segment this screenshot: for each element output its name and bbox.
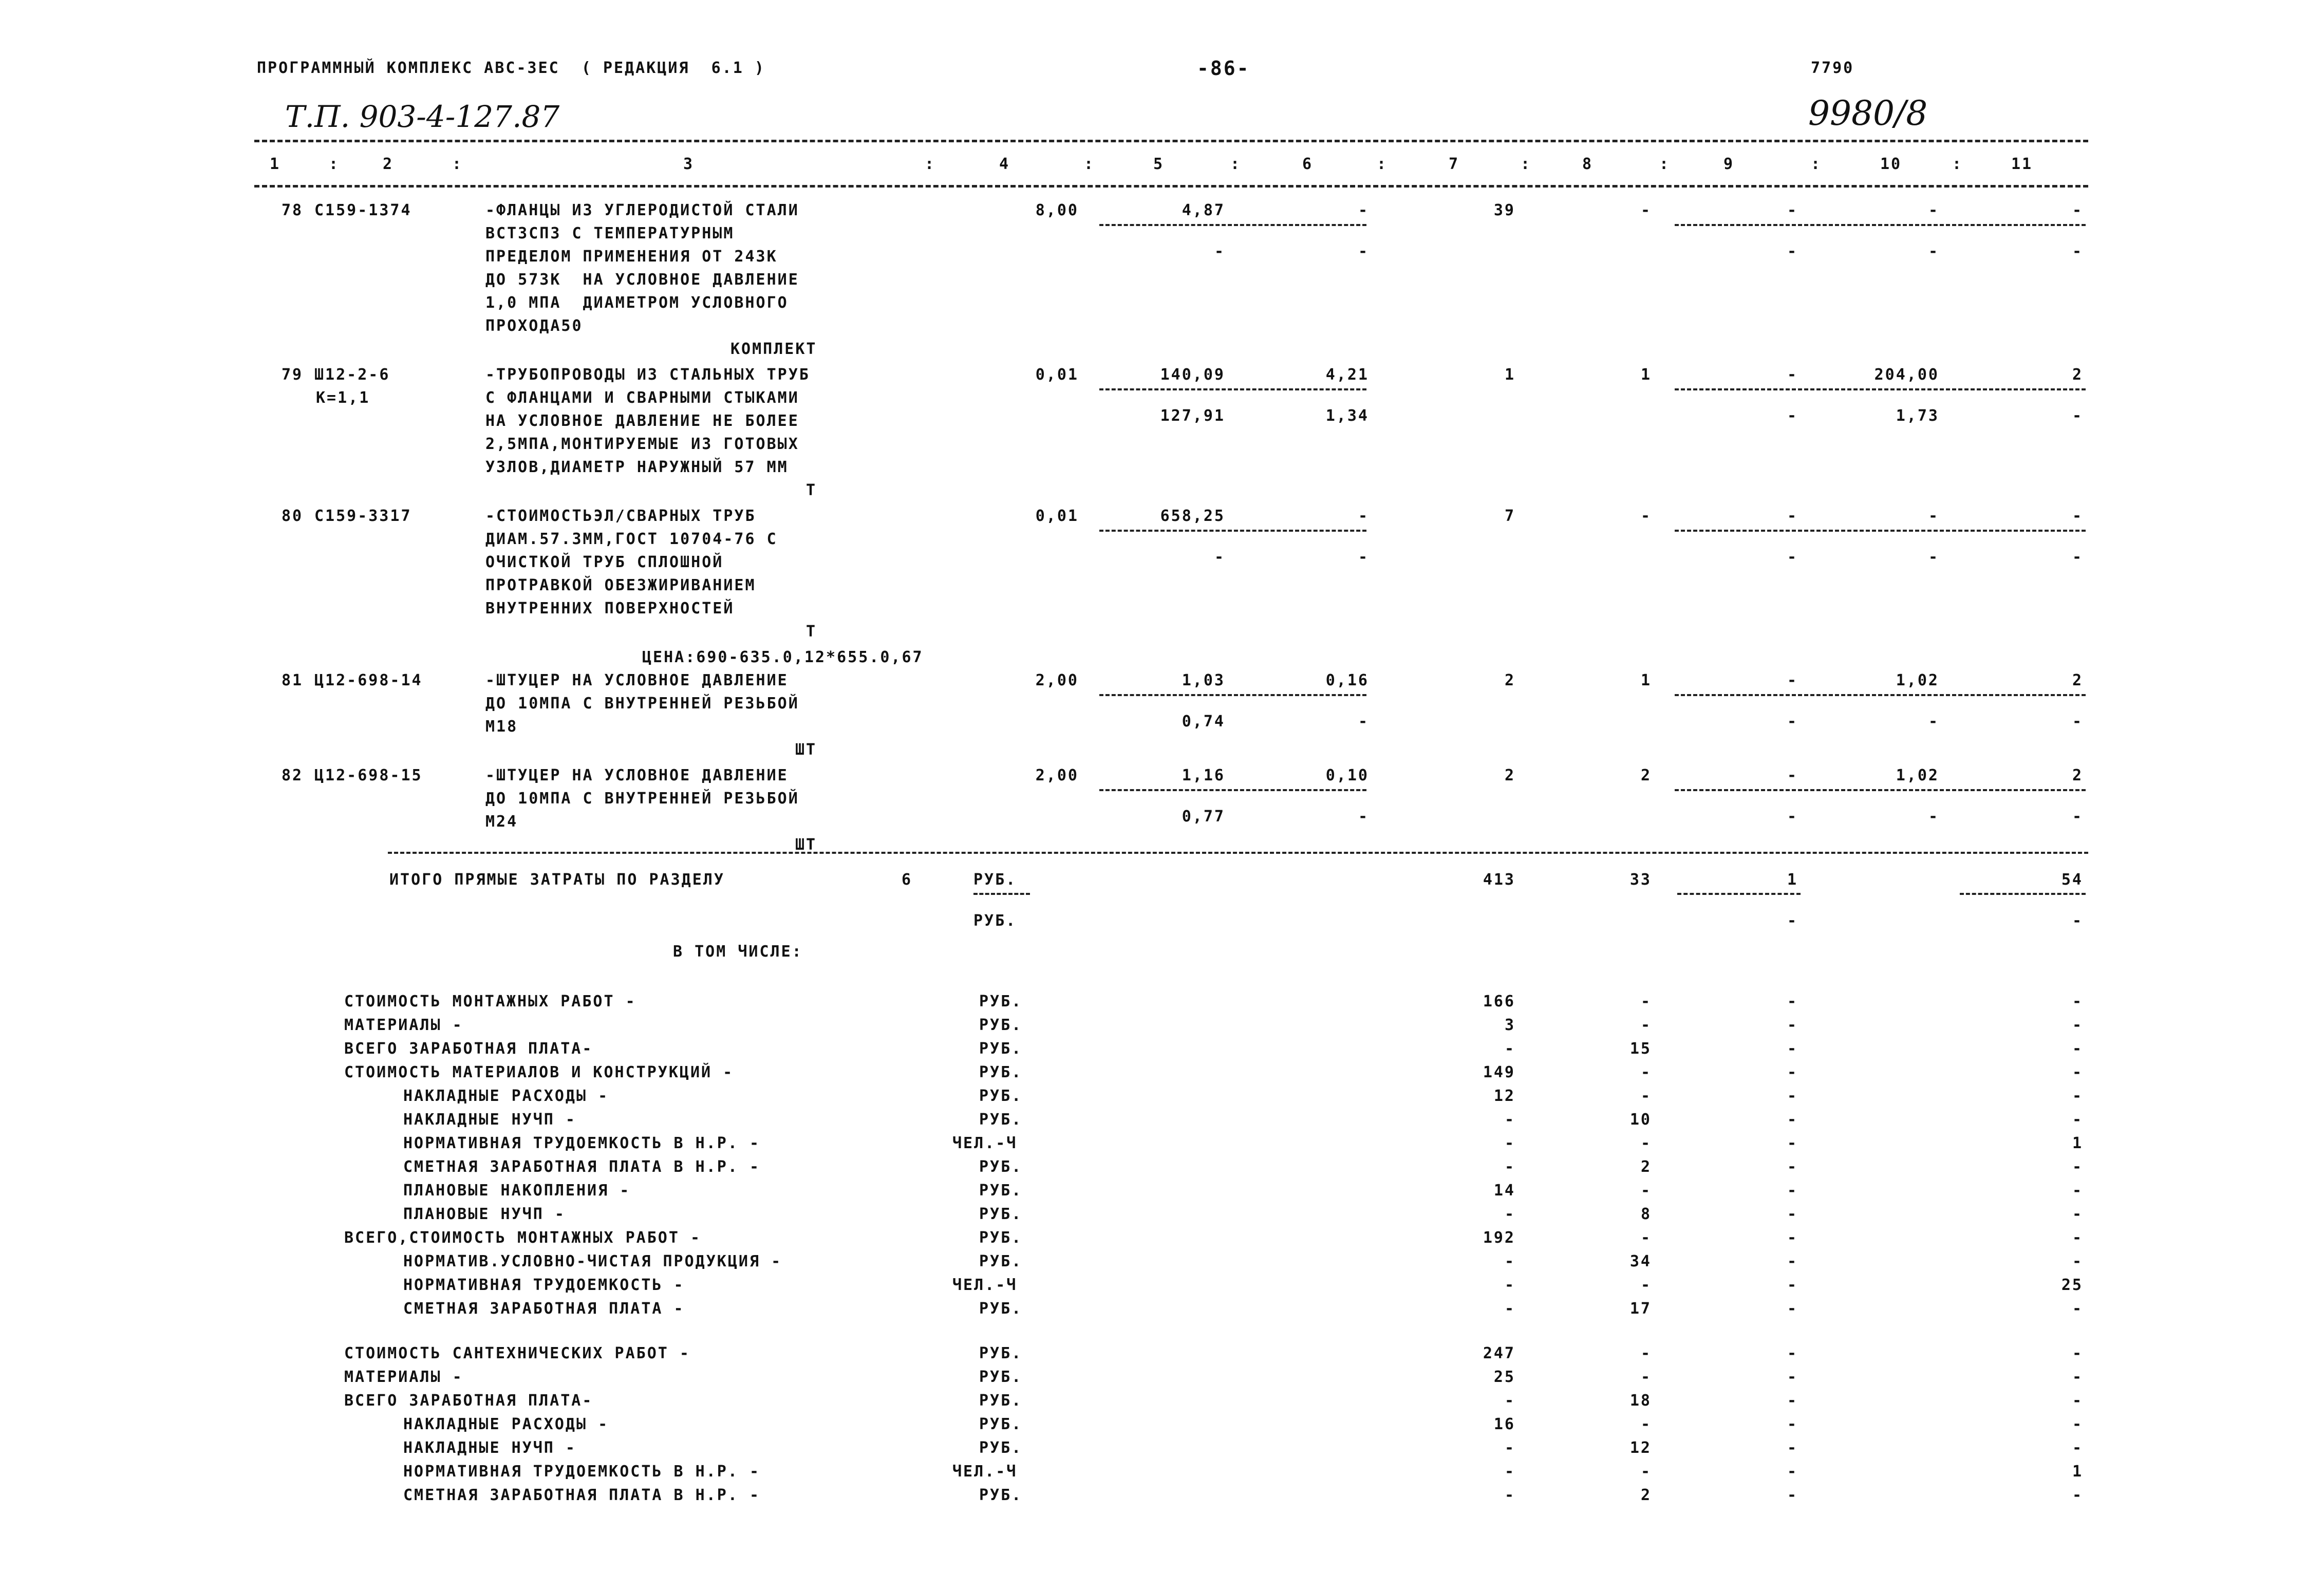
summary-c9: - bbox=[1787, 1344, 1798, 1362]
summary-label: ВСЕГО ЗАРАБОТНАЯ ПЛАТА- bbox=[344, 1040, 593, 1058]
cell-divider-rule bbox=[1675, 789, 2086, 791]
row-code: Ц12-698-14 bbox=[314, 671, 423, 689]
cost-total-cell: 39 bbox=[1493, 201, 1515, 219]
cost-machine-wage-cell: - bbox=[1787, 242, 1798, 260]
summary-unit: РУБ. bbox=[979, 1182, 1023, 1200]
summary-c11: - bbox=[2072, 1016, 2083, 1034]
summary-label: НАКЛАДНЫЕ РАСХОДЫ - bbox=[403, 1087, 609, 1105]
price-machine-wage-cell: - bbox=[1358, 713, 1369, 731]
total-c9: 1 bbox=[1787, 871, 1798, 889]
row-code: С159-1374 bbox=[314, 201, 412, 219]
cost-wage-cell: - bbox=[1640, 201, 1652, 219]
summary-unit: РУБ. bbox=[979, 993, 1023, 1011]
column-separator: : bbox=[1084, 155, 1095, 173]
price-machine-wage-cell: - bbox=[1358, 548, 1369, 566]
price-wage-cell: - bbox=[1358, 201, 1369, 219]
summary-c11: 25 bbox=[2061, 1276, 2083, 1294]
summary-c7: 14 bbox=[1493, 1182, 1515, 1200]
cost-machine-wage-cell: - bbox=[1787, 548, 1798, 566]
summary-unit: РУБ. bbox=[979, 1252, 1023, 1270]
price-machine-cell: - bbox=[1214, 548, 1225, 566]
row-description-line: ОЧИСТКОЙ ТРУБ СПЛОШНОЙ bbox=[485, 553, 724, 571]
summary-unit: РУБ. bbox=[979, 1300, 1023, 1318]
row-unit: ШТ bbox=[795, 741, 817, 759]
summary-label: ПЛАНОВЫЕ НУЧП - bbox=[403, 1205, 566, 1223]
cost-machine-cell: - bbox=[1787, 201, 1798, 219]
summary-c11: - bbox=[2072, 1368, 2083, 1386]
summary-c7: - bbox=[1504, 1486, 1515, 1504]
total-mark: 6 bbox=[902, 871, 913, 889]
summary-c9: - bbox=[1787, 1063, 1798, 1081]
summary-unit: ЧЕЛ.-Ч bbox=[952, 1134, 1018, 1152]
row-description-line: ВСТЗСПЗ С ТЕМПЕРАТУРНЫМ bbox=[485, 225, 735, 242]
qty-cell: 0,01 bbox=[1035, 507, 1079, 525]
column-number-1: 1 bbox=[270, 155, 281, 173]
summary-c8: - bbox=[1640, 1229, 1652, 1247]
column-number-10: 10 bbox=[1880, 155, 1902, 173]
price-wage-cell: 0,16 bbox=[1325, 671, 1369, 689]
summary-c7: 192 bbox=[1483, 1229, 1515, 1247]
labor-cell: - bbox=[1928, 507, 1939, 525]
total-sub-rule bbox=[973, 893, 1030, 895]
column-separator: : bbox=[1521, 155, 1532, 173]
summary-label: НОРМАТИВНАЯ ТРУДОЕМКОСТЬ В Н.Р. - bbox=[403, 1463, 761, 1481]
summary-c7: 25 bbox=[1493, 1368, 1515, 1386]
total-c8: 33 bbox=[1629, 871, 1652, 889]
summary-label: МАТЕРИАЛЫ - bbox=[344, 1368, 463, 1386]
cell-divider-rule bbox=[1099, 530, 1366, 532]
price-total-cell: 1,03 bbox=[1182, 671, 1225, 689]
labor-machine-total-cell: - bbox=[2072, 548, 2083, 566]
summary-c11: - bbox=[2072, 1415, 2083, 1433]
summary-c8: - bbox=[1640, 993, 1652, 1011]
summary-c11: - bbox=[2072, 1486, 2083, 1504]
summary-label: НОРМАТИВ.УСЛОВНО-ЧИСТАЯ ПРОДУКЦИЯ - bbox=[403, 1252, 782, 1270]
summary-c7: - bbox=[1504, 1134, 1515, 1152]
doc-number: 9980/8 bbox=[1808, 93, 1928, 133]
summary-c9: - bbox=[1787, 1368, 1798, 1386]
row-description-line: -ШТУЦЕР НА УСЛОВНОЕ ДАВЛЕНИЕ bbox=[485, 766, 789, 784]
labor-machine-cell: - bbox=[1928, 548, 1939, 566]
summary-c8: 12 bbox=[1629, 1439, 1652, 1457]
summary-label: СТОИМОСТЬ МОНТАЖНЫХ РАБОТ - bbox=[344, 993, 636, 1011]
summary-c8: - bbox=[1640, 1182, 1652, 1200]
price-machine-wage-cell: - bbox=[1358, 242, 1369, 260]
summary-label: ВСЕГО,СТОИМОСТЬ МОНТАЖНЫХ РАБОТ - bbox=[344, 1229, 702, 1247]
summary-c11: - bbox=[2072, 1300, 2083, 1318]
summary-label: НАКЛАДНЫЕ НУЧП - bbox=[403, 1111, 576, 1129]
summary-c8: - bbox=[1640, 1368, 1652, 1386]
price-total-cell: 140,09 bbox=[1160, 366, 1225, 384]
cell-divider-rule bbox=[1099, 388, 1366, 390]
summary-c7: 247 bbox=[1483, 1344, 1515, 1362]
summary-c7: - bbox=[1504, 1252, 1515, 1270]
summary-c9: - bbox=[1787, 1016, 1798, 1034]
summary-c9: - bbox=[1787, 1439, 1798, 1457]
summary-c11: - bbox=[2072, 1182, 2083, 1200]
summary-c9: - bbox=[1787, 1040, 1798, 1058]
summary-unit: РУБ. bbox=[979, 1111, 1023, 1129]
summary-c11: - bbox=[2072, 1111, 2083, 1129]
labor-machine-total-cell: - bbox=[2072, 713, 2083, 731]
summary-unit: ЧЕЛ.-Ч bbox=[952, 1463, 1018, 1481]
total-c11-sub: - bbox=[2072, 912, 2083, 930]
summary-c9: - bbox=[1787, 1134, 1798, 1152]
summary-c7: - bbox=[1504, 1392, 1515, 1410]
summary-c9: - bbox=[1787, 1463, 1798, 1481]
price-note: ЦЕНА:690-635.0,12*655.0,67 bbox=[642, 648, 924, 666]
column-separator: : bbox=[1230, 155, 1242, 173]
column-number-5: 5 bbox=[1153, 155, 1165, 173]
summary-c9: - bbox=[1787, 1205, 1798, 1223]
summary-label: НАКЛАДНЫЕ РАСХОДЫ - bbox=[403, 1415, 609, 1433]
labor-total-cell: - bbox=[2072, 507, 2083, 525]
row-description-line: ДО 10МПА С ВНУТРЕННЕЙ РЕЗЬБОЙ bbox=[485, 695, 799, 713]
summary-unit: РУБ. bbox=[979, 1063, 1023, 1081]
total-unit-2: РУБ. bbox=[973, 912, 1017, 930]
row-description-line: ПРОХОДА50 bbox=[485, 317, 583, 335]
summary-c11: 1 bbox=[2072, 1463, 2083, 1481]
cost-machine-cell: - bbox=[1787, 507, 1798, 525]
cost-wage-cell: 2 bbox=[1640, 766, 1652, 784]
row-description-line: М18 bbox=[485, 718, 518, 736]
price-machine-cell: 0,77 bbox=[1182, 808, 1225, 826]
summary-unit: РУБ. bbox=[979, 1415, 1023, 1433]
summary-c7: - bbox=[1504, 1205, 1515, 1223]
column-number-6: 6 bbox=[1302, 155, 1314, 173]
row-number: 82 bbox=[282, 766, 304, 784]
summary-unit: РУБ. bbox=[979, 1040, 1023, 1058]
summary-c7: - bbox=[1504, 1463, 1515, 1481]
labor-machine-total-cell: - bbox=[2072, 407, 2083, 425]
qty-cell: 2,00 bbox=[1035, 766, 1079, 784]
including-label: В ТОМ ЧИСЛЕ: bbox=[673, 943, 803, 961]
summary-c11: - bbox=[2072, 1063, 2083, 1081]
summary-c7: 12 bbox=[1493, 1087, 1515, 1105]
column-separator: : bbox=[1659, 155, 1671, 173]
row-description-line: -ШТУЦЕР НА УСЛОВНОЕ ДАВЛЕНИЕ bbox=[485, 671, 789, 689]
doc-code: 7790 bbox=[1811, 59, 1854, 77]
price-machine-cell: - bbox=[1214, 242, 1225, 260]
labor-machine-total-cell: - bbox=[2072, 242, 2083, 260]
row-number: 81 bbox=[282, 671, 304, 689]
summary-label: МАТЕРИАЛЫ - bbox=[344, 1016, 463, 1034]
summary-c9: - bbox=[1787, 1182, 1798, 1200]
cell-divider-rule bbox=[1675, 530, 2086, 532]
summary-c11: - bbox=[2072, 1087, 2083, 1105]
labor-cell: 204,00 bbox=[1874, 366, 1939, 384]
column-separator: : bbox=[452, 155, 463, 173]
labor-cell: 1,02 bbox=[1896, 766, 1939, 784]
summary-c8: 18 bbox=[1629, 1392, 1652, 1410]
summary-unit: РУБ. bbox=[979, 1344, 1023, 1362]
cell-divider-rule bbox=[1675, 224, 2086, 226]
summary-c8: 34 bbox=[1629, 1252, 1652, 1270]
row-coefficient: К=1,1 bbox=[316, 389, 370, 407]
cost-machine-cell: - bbox=[1787, 366, 1798, 384]
summary-c9: - bbox=[1787, 1392, 1798, 1410]
summary-c11: - bbox=[2072, 1158, 2083, 1176]
total-rule bbox=[388, 852, 2088, 854]
summary-c9: - bbox=[1787, 1300, 1798, 1318]
total-c7: 413 bbox=[1483, 871, 1515, 889]
row-description-line: ПРЕДЕЛОМ ПРИМЕНЕНИЯ ОТ 243К bbox=[485, 248, 778, 266]
summary-label: СМЕТНАЯ ЗАРАБОТНАЯ ПЛАТА - bbox=[403, 1300, 685, 1318]
row-unit: КОМПЛЕКТ bbox=[730, 340, 817, 358]
tp-number: Т.П. 903-4-127.87 bbox=[285, 99, 560, 134]
cell-divider-rule bbox=[1675, 694, 2086, 696]
column-separator: : bbox=[1952, 155, 1963, 173]
summary-c9: - bbox=[1787, 1158, 1798, 1176]
cost-machine-wage-cell: - bbox=[1787, 808, 1798, 826]
row-number: 79 bbox=[282, 366, 304, 384]
column-separator: : bbox=[925, 155, 936, 173]
summary-c9: - bbox=[1787, 1229, 1798, 1247]
summary-c11: - bbox=[2072, 1229, 2083, 1247]
summary-c9: - bbox=[1787, 1486, 1798, 1504]
summary-c8: - bbox=[1640, 1276, 1652, 1294]
total-sub-rule bbox=[1960, 893, 2086, 895]
summary-c11: - bbox=[2072, 1205, 2083, 1223]
summary-label: НОРМАТИВНАЯ ТРУДОЕМКОСТЬ В Н.Р. - bbox=[403, 1134, 761, 1152]
row-description-line: НА УСЛОВНОЕ ДАВЛЕНИЕ НЕ БОЛЕЕ bbox=[485, 412, 799, 430]
summary-unit: РУБ. bbox=[979, 1158, 1023, 1176]
column-separator: : bbox=[1811, 155, 1822, 173]
cell-divider-rule bbox=[1099, 694, 1366, 696]
summary-c9: - bbox=[1787, 1252, 1798, 1270]
cost-total-cell: 2 bbox=[1504, 671, 1515, 689]
summary-c8: - bbox=[1640, 1063, 1652, 1081]
summary-unit: РУБ. bbox=[979, 1368, 1023, 1386]
row-unit: ШТ bbox=[795, 836, 817, 854]
summary-unit: РУБ. bbox=[979, 1016, 1023, 1034]
labor-machine-total-cell: - bbox=[2072, 808, 2083, 826]
summary-c7: - bbox=[1504, 1040, 1515, 1058]
summary-c8: 17 bbox=[1629, 1300, 1652, 1318]
row-code: Ш12-2-6 bbox=[314, 366, 390, 384]
header-rule-top bbox=[254, 140, 2088, 142]
summary-c9: - bbox=[1787, 1111, 1798, 1129]
row-number: 78 bbox=[282, 201, 304, 219]
summary-c8: - bbox=[1640, 1016, 1652, 1034]
summary-label: СМЕТНАЯ ЗАРАБОТНАЯ ПЛАТА В Н.Р. - bbox=[403, 1486, 761, 1504]
summary-unit: РУБ. bbox=[979, 1205, 1023, 1223]
qty-cell: 8,00 bbox=[1035, 201, 1079, 219]
column-number-2: 2 bbox=[383, 155, 394, 173]
cell-divider-rule bbox=[1675, 388, 2086, 390]
summary-c9: - bbox=[1787, 993, 1798, 1011]
summary-c8: - bbox=[1640, 1087, 1652, 1105]
summary-unit: ЧЕЛ.-Ч bbox=[952, 1276, 1018, 1294]
column-number-4: 4 bbox=[999, 155, 1010, 173]
cost-total-cell: 7 bbox=[1504, 507, 1515, 525]
summary-label: СТОИМОСТЬ МАТЕРИАЛОВ И КОНСТРУКЦИЙ - bbox=[344, 1063, 734, 1081]
price-wage-cell: 4,21 bbox=[1325, 366, 1369, 384]
summary-label: СМЕТНАЯ ЗАРАБОТНАЯ ПЛАТА В Н.Р. - bbox=[403, 1158, 761, 1176]
summary-label: НОРМАТИВНАЯ ТРУДОЕМКОСТЬ - bbox=[403, 1276, 685, 1294]
column-separator: : bbox=[1377, 155, 1388, 173]
row-description-line: 2,5МПА,МОНТИРУЕМЫЕ ИЗ ГОТОВЫХ bbox=[485, 435, 799, 453]
summary-c11: - bbox=[2072, 1252, 2083, 1270]
price-wage-cell: - bbox=[1358, 507, 1369, 525]
labor-total-cell: 2 bbox=[2072, 766, 2083, 784]
row-unit: Т bbox=[806, 623, 817, 641]
labor-machine-cell: - bbox=[1928, 808, 1939, 826]
page-number: -86- bbox=[1197, 57, 1250, 80]
cost-wage-cell: - bbox=[1640, 507, 1652, 525]
price-machine-wage-cell: 1,34 bbox=[1325, 407, 1369, 425]
summary-unit: РУБ. bbox=[979, 1392, 1023, 1410]
column-number-7: 7 bbox=[1449, 155, 1460, 173]
total-c11: 54 bbox=[2061, 871, 2083, 889]
row-code: Ц12-698-15 bbox=[314, 766, 423, 784]
summary-c7: 149 bbox=[1483, 1063, 1515, 1081]
summary-unit: РУБ. bbox=[979, 1087, 1023, 1105]
summary-c9: - bbox=[1787, 1415, 1798, 1433]
labor-machine-cell: - bbox=[1928, 242, 1939, 260]
row-description-line: -ТРУБОПРОВОДЫ ИЗ СТАЛЬНЫХ ТРУБ bbox=[485, 366, 810, 384]
price-wage-cell: 0,10 bbox=[1325, 766, 1369, 784]
summary-label: СТОИМОСТЬ САНТЕХНИЧЕСКИХ РАБОТ - bbox=[344, 1344, 690, 1362]
labor-machine-cell: 1,73 bbox=[1896, 407, 1939, 425]
cost-total-cell: 2 bbox=[1504, 766, 1515, 784]
cost-total-cell: 1 bbox=[1504, 366, 1515, 384]
summary-c8: - bbox=[1640, 1344, 1652, 1362]
column-number-11: 11 bbox=[2011, 155, 2033, 173]
column-separator: : bbox=[329, 155, 340, 173]
row-description-line: ДО 10МПА С ВНУТРЕННЕЙ РЕЗЬБОЙ bbox=[485, 790, 799, 808]
row-description-line: -ФЛАНЦЫ ИЗ УГЛЕРОДИСТОЙ СТАЛИ bbox=[485, 201, 799, 219]
summary-c7: - bbox=[1504, 1300, 1515, 1318]
column-number-8: 8 bbox=[1582, 155, 1594, 173]
summary-c8: 8 bbox=[1640, 1205, 1652, 1223]
cost-machine-cell: - bbox=[1787, 671, 1798, 689]
summary-c7: 166 bbox=[1483, 993, 1515, 1011]
labor-cell: 1,02 bbox=[1896, 671, 1939, 689]
price-machine-cell: 127,91 bbox=[1160, 407, 1225, 425]
summary-label: НАКЛАДНЫЕ НУЧП - bbox=[403, 1439, 576, 1457]
summary-c11: - bbox=[2072, 993, 2083, 1011]
row-number: 80 bbox=[282, 507, 304, 525]
row-description-line: М24 bbox=[485, 813, 518, 831]
summary-unit: РУБ. bbox=[979, 1439, 1023, 1457]
column-number-9: 9 bbox=[1723, 155, 1735, 173]
qty-cell: 0,01 bbox=[1035, 366, 1079, 384]
labor-total-cell: - bbox=[2072, 201, 2083, 219]
summary-unit: РУБ. bbox=[979, 1229, 1023, 1247]
total-unit: РУБ. bbox=[973, 871, 1017, 889]
row-unit: Т bbox=[806, 481, 817, 499]
row-description-line: УЗЛОВ,ДИАМЕТР НАРУЖНЫЙ 57 ММ bbox=[485, 458, 789, 476]
summary-c8: 2 bbox=[1640, 1486, 1652, 1504]
summary-label: ВСЕГО ЗАРАБОТНАЯ ПЛАТА- bbox=[344, 1392, 593, 1410]
program-header: ПРОГРАММНЫЙ КОМПЛЕКС АВС-ЗЕС ( РЕДАКЦИЯ 6.1 ) bbox=[257, 59, 765, 77]
summary-c11: - bbox=[2072, 1344, 2083, 1362]
summary-c8: 10 bbox=[1629, 1111, 1652, 1129]
summary-c9: - bbox=[1787, 1087, 1798, 1105]
row-description-line: С ФЛАНЦАМИ И СВАРНЫМИ СТЫКАМИ bbox=[485, 389, 799, 407]
summary-c11: 1 bbox=[2072, 1134, 2083, 1152]
summary-c7: - bbox=[1504, 1158, 1515, 1176]
row-code: С159-3317 bbox=[314, 507, 412, 525]
summary-unit: РУБ. bbox=[979, 1486, 1023, 1504]
cost-machine-cell: - bbox=[1787, 766, 1798, 784]
labor-cell: - bbox=[1928, 201, 1939, 219]
summary-c11: - bbox=[2072, 1392, 2083, 1410]
price-total-cell: 1,16 bbox=[1182, 766, 1225, 784]
total-sub-rule bbox=[1677, 893, 1801, 895]
summary-c7: 3 bbox=[1504, 1016, 1515, 1034]
labor-total-cell: 2 bbox=[2072, 366, 2083, 384]
price-machine-cell: 0,74 bbox=[1182, 713, 1225, 731]
column-number-3: 3 bbox=[683, 155, 695, 173]
summary-c8: - bbox=[1640, 1134, 1652, 1152]
row-description-line: ДИАМ.57.3ММ,ГОСТ 10704-76 С bbox=[485, 530, 778, 548]
summary-c7: - bbox=[1504, 1111, 1515, 1129]
summary-c8: - bbox=[1640, 1415, 1652, 1433]
row-description-line: 1,0 МПА ДИАМЕТРОМ УСЛОВНОГО bbox=[485, 294, 789, 312]
labor-total-cell: 2 bbox=[2072, 671, 2083, 689]
row-description-line: ВНУТРЕННИХ ПОВЕРХНОСТЕЙ bbox=[485, 600, 735, 618]
summary-c7: - bbox=[1504, 1276, 1515, 1294]
summary-c7: - bbox=[1504, 1439, 1515, 1457]
summary-label: ПЛАНОВЫЕ НАКОПЛЕНИЯ - bbox=[403, 1182, 631, 1200]
price-total-cell: 658,25 bbox=[1160, 507, 1225, 525]
price-total-cell: 4,87 bbox=[1182, 201, 1225, 219]
summary-c8: - bbox=[1640, 1463, 1652, 1481]
row-description-line: ДО 573К НА УСЛОВНОЕ ДАВЛЕНИЕ bbox=[485, 271, 799, 289]
cost-machine-wage-cell: - bbox=[1787, 713, 1798, 731]
row-description-line: ПРОТРАВКОЙ ОБЕЗЖИРИВАНИЕМ bbox=[485, 576, 756, 594]
labor-machine-cell: - bbox=[1928, 713, 1939, 731]
cell-divider-rule bbox=[1099, 789, 1366, 791]
cell-divider-rule bbox=[1099, 224, 1366, 226]
summary-c8: 15 bbox=[1629, 1040, 1652, 1058]
total-label: ИТОГО ПРЯМЫЕ ЗАТРАТЫ ПО РАЗДЕЛУ bbox=[389, 871, 725, 889]
qty-cell: 2,00 bbox=[1035, 671, 1079, 689]
summary-c8: 2 bbox=[1640, 1158, 1652, 1176]
summary-c7: 16 bbox=[1493, 1415, 1515, 1433]
header-rule-bottom bbox=[254, 185, 2088, 188]
summary-c11: - bbox=[2072, 1439, 2083, 1457]
total-c9-sub: - bbox=[1787, 912, 1798, 930]
summary-c9: - bbox=[1787, 1276, 1798, 1294]
cost-machine-wage-cell: - bbox=[1787, 407, 1798, 425]
cost-wage-cell: 1 bbox=[1640, 671, 1652, 689]
price-machine-wage-cell: - bbox=[1358, 808, 1369, 826]
row-description-line: -СТОИМОСТЬЭЛ/СВАРНЫХ ТРУБ bbox=[485, 507, 756, 525]
cost-wage-cell: 1 bbox=[1640, 366, 1652, 384]
summary-c11: - bbox=[2072, 1040, 2083, 1058]
